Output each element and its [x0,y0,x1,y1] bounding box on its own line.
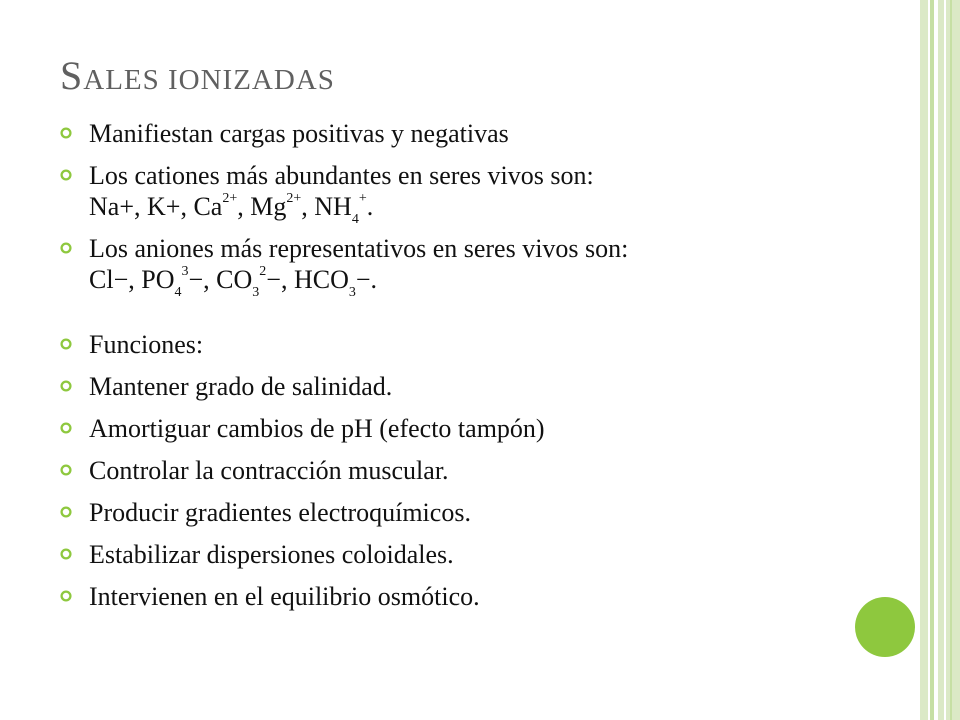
ring-bullet-icon [60,380,72,392]
anion-po4: PO [141,265,175,294]
bullet-item [60,539,850,570]
anion-co3: CO [216,265,253,294]
ring-bullet-icon [60,590,72,602]
subscript: 4 [351,212,359,228]
decorative-stripe [938,0,960,720]
minus-sign: − [266,265,281,294]
bullet-text: Amortiguar cambios de pH (efecto tampón) [89,414,545,443]
accent-circle [855,597,915,657]
decorative-stripe [944,0,946,720]
ring-bullet-icon [60,127,72,139]
bullet-item [60,371,850,402]
ring-bullet-icon [60,242,72,254]
bullet-item [60,160,850,228]
minus-sign: − [188,265,204,294]
subscript: 4 [174,285,182,301]
anion-list: Cl−, $PO_4^3-$, $CO_3^2-$, $HCO_3-$. [89,264,378,301]
cation-ca: Ca [193,192,223,221]
bullet-item [60,497,850,528]
title-rest: ALES IONIZADAS [83,64,335,96]
title-initial: S [60,53,84,98]
ring-bullet-icon [60,464,72,476]
bullet-text: Los aniones más representativos en seres vivos son: [89,234,629,263]
bullet-item [60,455,850,486]
minus-sign: − [355,265,371,294]
charge: 2+ [222,191,238,207]
bullet-item [60,233,850,301]
ring-bullet-icon [60,422,72,434]
decorative-stripe [950,0,952,720]
bullet-text: Manifiestan cargas positivas y negativas [89,119,509,148]
ring-bullet-icon [60,548,72,560]
bullet-text: Controlar la contracción muscular. [89,456,449,485]
bullet-list [60,118,850,623]
charge: + [358,191,367,207]
bullet-item [60,329,850,360]
subscript: 3 [348,285,356,301]
bullet-item [60,118,850,149]
bullet-text: Mantener grado de salinidad. [89,372,393,401]
charge: 3 [181,264,189,280]
bullet-text: Intervienen en el equilibrio osmótico. [89,582,480,611]
ring-bullet-icon [60,169,72,181]
decorative-stripe [920,0,928,720]
anion-cl: Cl− [89,265,129,294]
cation-nh4: NH [314,192,352,221]
bullet-text: Estabilizar dispersiones coloidales. [89,540,454,569]
bullet-text: Los cationes más abundantes en seres vivos son: [89,161,594,190]
ring-bullet-icon [60,338,72,350]
charge: 2 [259,264,267,280]
cation-k: K+ [146,192,181,221]
charge: 2+ [286,191,302,207]
subscript: 3 [252,285,260,301]
anion-hco3: HCO [293,265,349,294]
bullet-text: Producir gradientes electroquímicos. [89,498,471,527]
cation-mg: Mg [250,192,287,221]
bullet-item [60,413,850,444]
bullet-text: Funciones: [89,330,204,359]
cation-list: Na+, K+, $Ca^{2+}$, $Mg^{2+}$, $NH_4^+$. [89,191,374,228]
bullet-item [60,581,850,612]
slide-title [60,52,335,104]
cation-na: Na+ [89,192,134,221]
ring-bullet-icon [60,506,72,518]
